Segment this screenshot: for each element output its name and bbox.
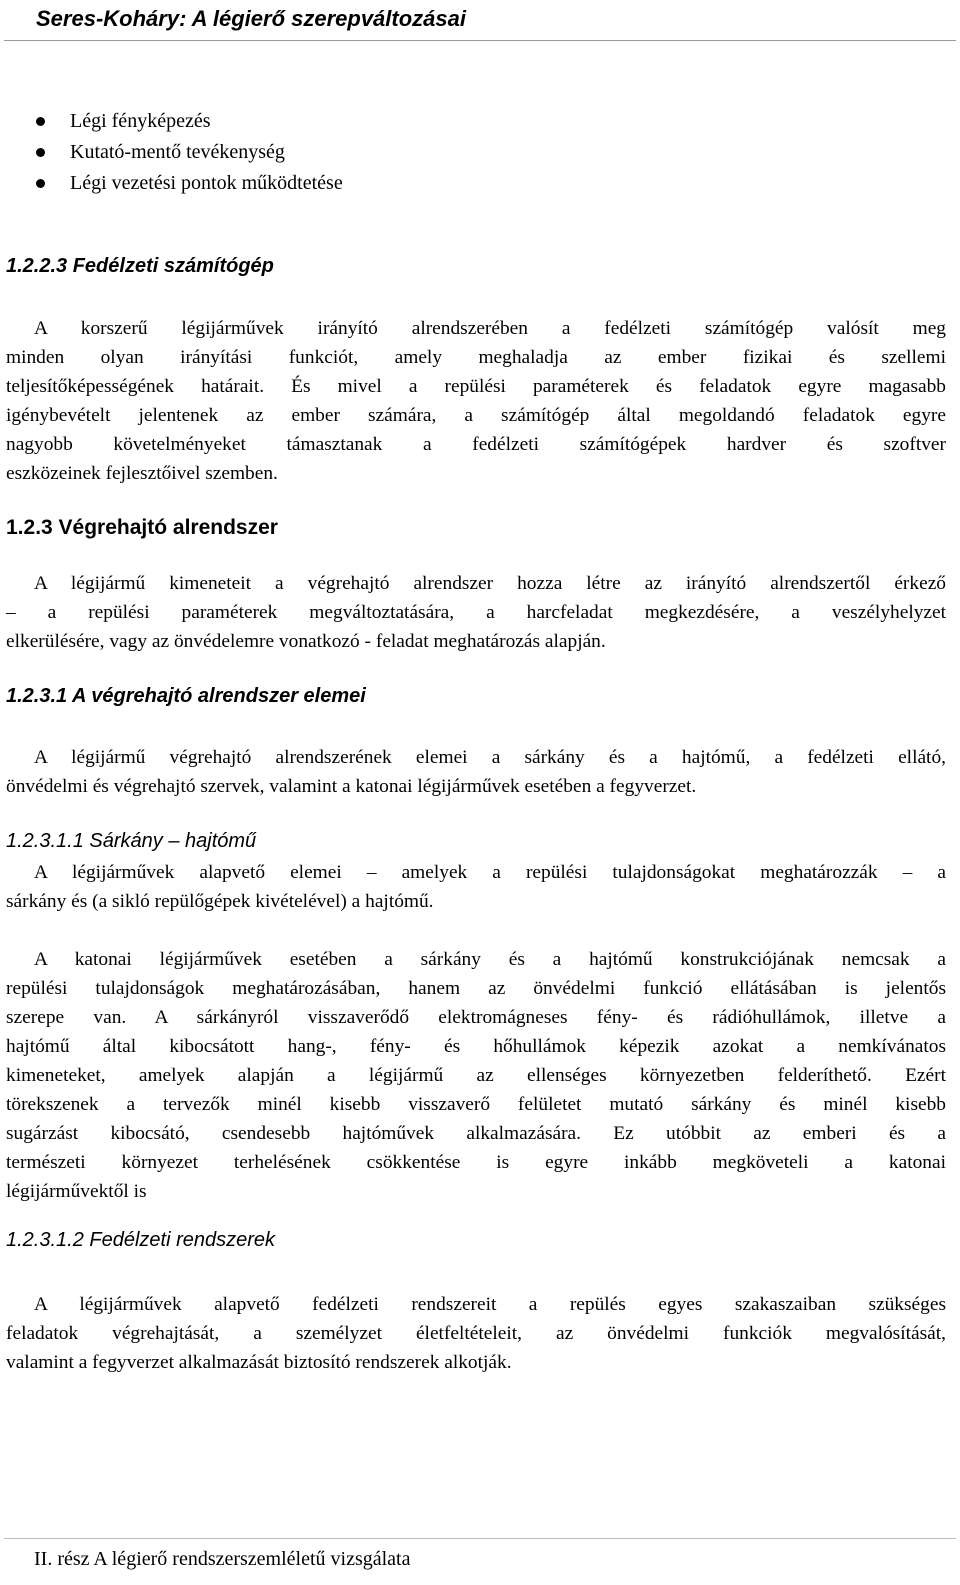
section-heading-sarkany-hajtomu: 1.2.3.1.1 Sárkány – hajtómű (6, 830, 257, 852)
bullet-item-text: Légi vezetési pontok működtetése (70, 172, 343, 194)
paragraph-line: önvédelmi és végrehajtó szervek, valamint a katonai légijárművek esetében a fegyverzet. (6, 776, 697, 797)
running-header-title: Seres-Koháry: A légierő szerepváltozásai (36, 6, 466, 31)
section-heading-vegrehajto-alrendszer: 1.2.3 Végrehajtó alrendszer (6, 516, 278, 539)
paragraph-sarkany-hajtomu-1 (6, 858, 946, 916)
section-heading-fedelzeti-szamitogep: 1.2.2.3 Fedélzeti számítógép (6, 255, 274, 277)
paragraph-line: A légijármű kimeneteit a végrehajtó alrendszer hozza létre az irányító alrendszertől érkező (34, 573, 946, 594)
bullet-dot-icon (36, 179, 45, 188)
paragraph-line: – a repülési paraméterek megváltoztatására, a harcfeladat megkezdésére, a veszélyhelyzet (6, 602, 946, 623)
paragraph-line: A katonai légijárművek esetében a sárkány és a hajtómű konstrukciójának nemcsak a (34, 949, 946, 970)
paragraph-line: hajtómű által kibocsátott hang-, fény- és hőhullámok képezik azokat a nemkívánatos (6, 1036, 946, 1057)
paragraph-line: elkerülésére, vagy az önvédelemre vonatkozó - feladat meghatározás alapján. (6, 631, 606, 652)
paragraph-line: igénybevételt jelentenek az ember számára, a számítógép által megoldandó feladatok egyre (6, 405, 946, 426)
paragraph-line: kimeneteket, amelyek alapján a légijármű az ellenséges környezetben felderíthető. Ezért (6, 1065, 946, 1086)
paragraph-line: A légijárművek alapvető elemei – amelyek a repülési tulajdonságokat meghatározzák – a (34, 862, 946, 883)
paragraph-line: légijárművektől is (6, 1181, 147, 1202)
section-heading-fedelzeti-rendszerek: 1.2.3.1.2 Fedélzeti rendszerek (6, 1229, 276, 1251)
header-divider (4, 40, 956, 41)
footer-divider (4, 1538, 956, 1539)
bullet-item (36, 106, 343, 137)
paragraph-line: sárkány és (a sikló repülőgépek kivételével) a hajtómű. (6, 891, 434, 912)
bullet-item-text: Légi fényképezés (70, 110, 211, 132)
bullet-item (36, 168, 343, 199)
bullet-dot-icon (36, 117, 45, 126)
paragraph-line: A légijármű végrehajtó alrendszerének elemei a sárkány és a hajtómű, a fedélzeti ellátó, (34, 747, 946, 768)
paragraph-fedelzeti-szamitogep (6, 314, 946, 488)
bullet-dot-icon (36, 148, 45, 157)
paragraph-sarkany-hajtomu-2 (6, 945, 946, 1206)
paragraph-alrendszer-elemei (6, 743, 946, 801)
paragraph-line: A korszerű légijárművek irányító alrendszerében a fedélzeti számítógép valósít meg (34, 318, 946, 339)
paragraph-line: feladatok végrehajtását, a személyzet életfeltételeit, az önvédelmi funkciók megvalósítását, (6, 1323, 946, 1344)
bullet-item (36, 137, 343, 168)
paragraph-fedelzeti-rendszerek (6, 1290, 946, 1377)
paragraph-line: törekszenek a tervezők minél kisebb visszaverő felületet mutató sárkány és minél kisebb (6, 1094, 946, 1115)
paragraph-line: sugárzást kibocsátó, csendesebb hajtóművek alkalmazására. Ez utóbbit az emberi és a (6, 1123, 946, 1144)
paragraph-line: eszközeinek fejlesztőivel szemben. (6, 463, 278, 484)
paragraph-line: teljesítőképességének határait. És mivel a repülési paraméterek és feladatok egyre magasabb (6, 376, 946, 397)
paragraph-line: szerepe van. A sárkányról visszaverődő elektromágneses fény- és rádióhullámok, illetve a (6, 1007, 946, 1028)
paragraph-line: A légijárművek alapvető fedélzeti rendszereit a repülés egyes szakaszaiban szükséges (34, 1294, 946, 1315)
section-heading-alrendszer-elemei: 1.2.3.1 A végrehajtó alrendszer elemei (6, 685, 366, 707)
paragraph-vegrehajto-alrendszer (6, 569, 946, 656)
paragraph-line: nagyobb követelményeket támasztanak a fedélzeti számítógépek hardver és szoftver (6, 434, 946, 455)
running-footer: II. rész A légierő rendszerszemléletű vizsgálata (34, 1548, 411, 1570)
paragraph-line: természeti környezet terhelésének csökkentése is egyre inkább megköveteli a katonai (6, 1152, 946, 1173)
paragraph-line: valamint a fegyverzet alkalmazását biztosító rendszerek alkotják. (6, 1352, 512, 1373)
paragraph-line: minden olyan irányítási funkciót, amely meghaladja az ember fizikai és szellemi (6, 347, 946, 368)
paragraph-line: repülési tulajdonságok meghatározásában, hanem az önvédelmi funkció ellátásában is jelentős (6, 978, 946, 999)
bullet-item-text: Kutató-mentő tevékenység (70, 141, 285, 163)
bullet-list (36, 106, 343, 199)
